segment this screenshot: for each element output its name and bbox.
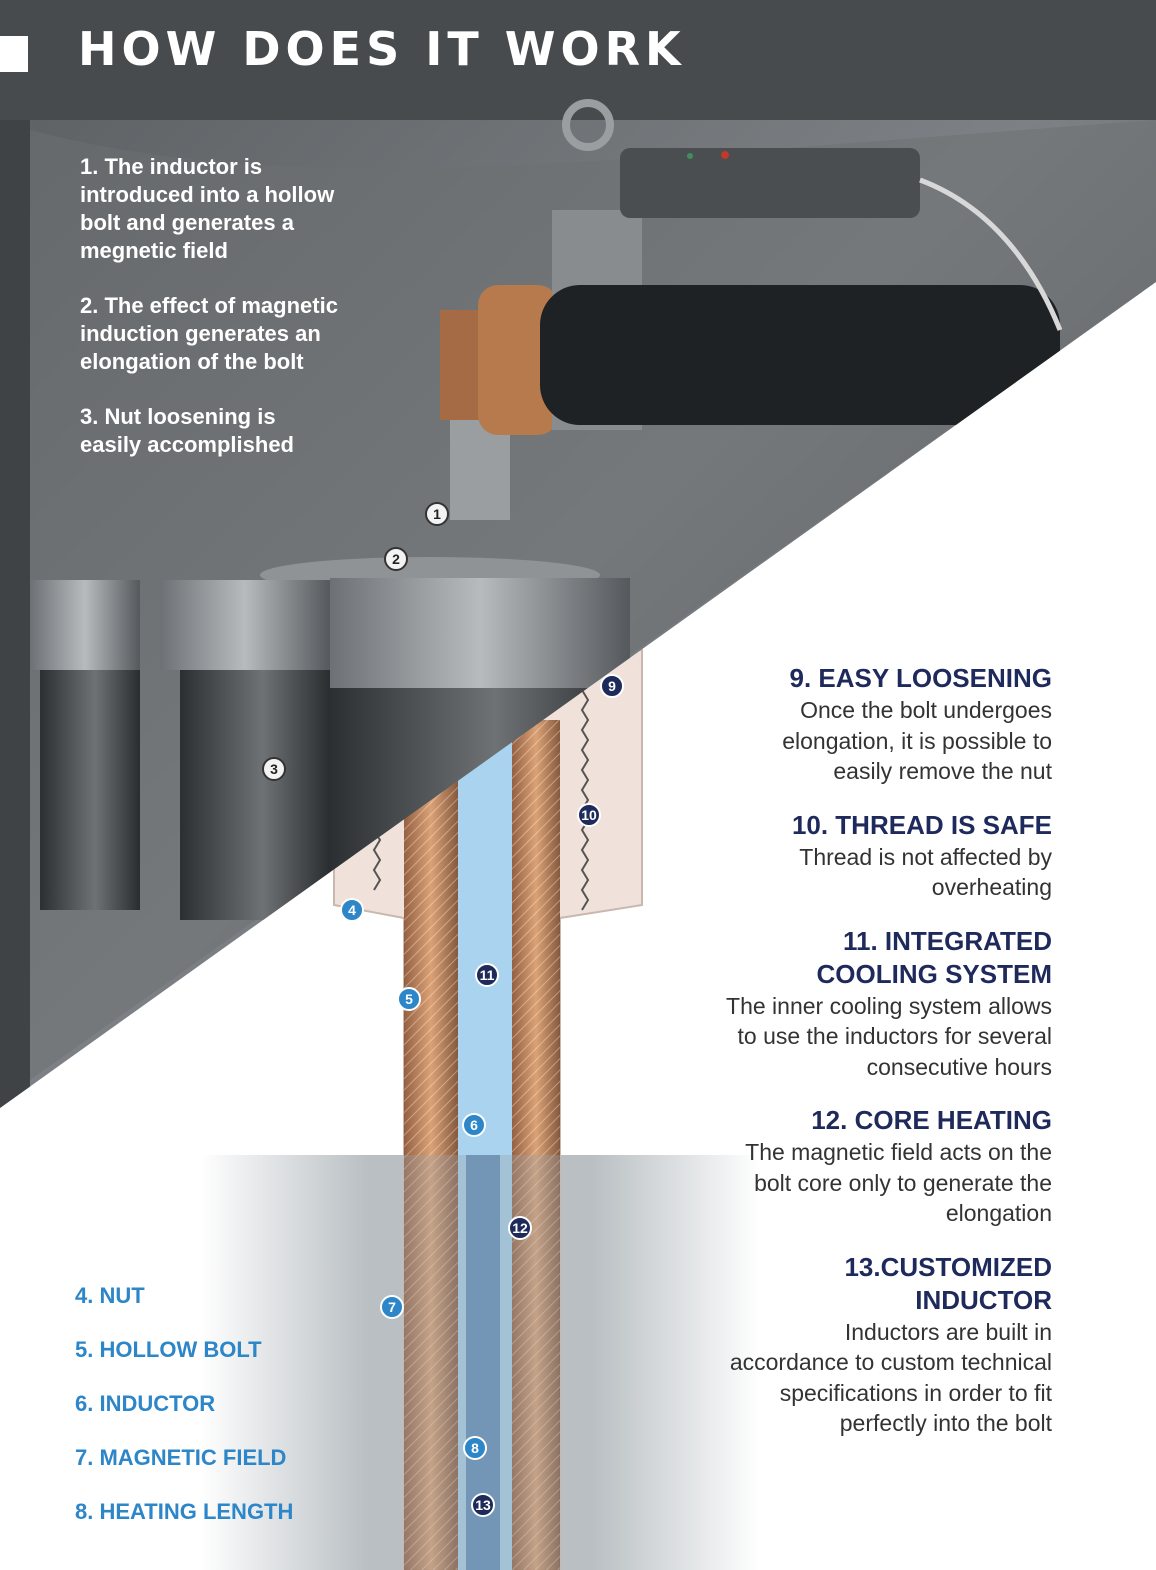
features-list	[722, 662, 1052, 1461]
legend-item-nut: 4. NUT	[75, 1283, 145, 1308]
feature-title: 13.CUSTOMIZED INDUCTOR	[844, 1251, 1052, 1315]
feature-customized-inductor	[722, 1251, 1052, 1439]
marker-7: 7	[380, 1295, 404, 1319]
marker-11: 11	[475, 963, 499, 987]
step-1: 1. The inductor is introduced into a hollow bolt and generates a megnetic field	[80, 154, 335, 263]
feature-text: The inner cooling system allows to use the inductors for several consecutive hours	[726, 992, 1052, 1080]
legend-item-magnetic-field: 7. MAGNETIC FIELD	[75, 1445, 287, 1470]
marker-8: 8	[463, 1436, 487, 1460]
feature-title: 12. CORE HEATING	[811, 1105, 1052, 1135]
marker-2: 2	[384, 547, 408, 571]
legend-item-hollow-bolt: 5. HOLLOW BOLT	[75, 1337, 262, 1362]
marker-1: 1	[425, 502, 449, 526]
marker-3: 3	[262, 757, 286, 781]
steps-list	[80, 153, 340, 486]
legend-item-heating-length: 8. HEATING LENGTH	[75, 1499, 294, 1524]
marker-12: 12	[508, 1216, 532, 1240]
title-marker	[0, 36, 28, 72]
marker-10: 10	[577, 803, 601, 827]
marker-5: 5	[397, 987, 421, 1011]
feature-title: 9. EASY LOOSENING	[789, 663, 1052, 693]
step-2: 2. The effect of magnetic induction generates an elongation of the bolt	[80, 293, 338, 374]
feature-title: 10. THREAD IS SAFE	[791, 809, 1052, 840]
marker-6: 6	[462, 1113, 486, 1137]
page-title: HOW DOES IT WORK	[78, 22, 686, 76]
feature-easy-loosening	[722, 662, 1052, 787]
feature-text: Once the bolt undergoes elongation, it is possible to easily remove the nut	[782, 697, 1052, 784]
feature-core-heating	[722, 1104, 1052, 1229]
feature-thread-safe	[722, 809, 1052, 903]
feature-title: 11. INTEGRATED COOLING SYSTEM	[816, 925, 1052, 989]
feature-cooling-system	[722, 925, 1052, 1083]
feature-text: Inductors are built in accordance to custom technical specifications in order to fit perfectly into the bolt	[729, 1318, 1052, 1436]
marker-13: 13	[471, 1493, 495, 1517]
feature-text: The magnetic field acts on the bolt core only to generate the elongation	[745, 1139, 1052, 1226]
step-3: 3. Nut loosening is easily accomplished	[80, 404, 294, 457]
marker-4: 4	[340, 898, 364, 922]
parts-legend	[75, 1283, 293, 1553]
marker-9: 9	[600, 674, 624, 698]
feature-text: Thread is not affected by overheating	[799, 843, 1052, 900]
legend-item-inductor: 6. INDUCTOR	[75, 1391, 216, 1416]
